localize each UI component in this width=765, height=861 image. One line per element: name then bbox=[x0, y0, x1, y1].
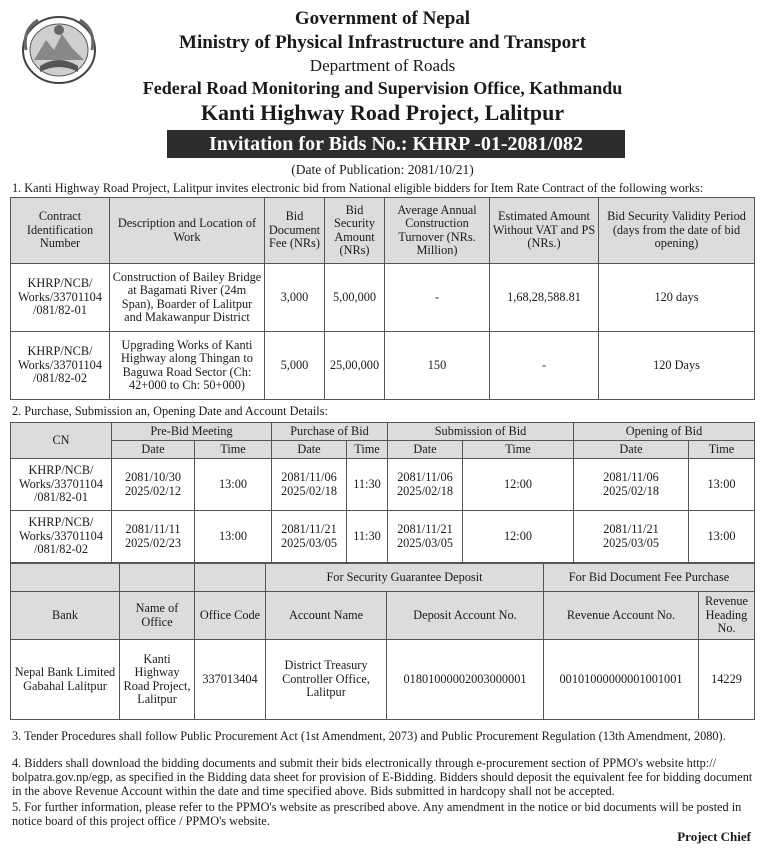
table-row bbox=[11, 459, 755, 511]
note-5: 5. For further information, please refer to the PPMO's website as prescribed above. Any amendment in the notice or bid documents will be posted in notice board of this project office / PPMO's website. bbox=[12, 800, 742, 828]
cell bbox=[388, 459, 463, 511]
header-cell: Average Annual Construction Turnover (NRs. Million) bbox=[385, 198, 490, 264]
cell: District Treasury Controller Office, Lalitpur bbox=[266, 640, 387, 720]
header-government: Government of Nepal bbox=[294, 8, 471, 29]
cell: 3,000 bbox=[265, 264, 325, 332]
cell: 13:00 bbox=[195, 459, 272, 511]
header-office: Federal Road Monitoring and Supervision Office, Kathmandu bbox=[142, 78, 623, 98]
header-cell: CN bbox=[11, 423, 112, 459]
cell bbox=[272, 511, 347, 563]
cell: 14229 bbox=[699, 640, 755, 720]
cell bbox=[388, 511, 463, 563]
cell: KHRP/NCB/ Works/33701104 /081/82-02 bbox=[11, 511, 112, 563]
table-row bbox=[11, 640, 755, 720]
header-cell: Purchase of Bid bbox=[272, 423, 388, 441]
cell: 12:00 bbox=[463, 459, 574, 511]
header-cell: Bid Security Validity Period (days from the date of bid opening) bbox=[599, 198, 755, 264]
cell: - bbox=[490, 332, 599, 400]
header-department: Department of Roads bbox=[309, 56, 456, 75]
header-cell: Bid Document Fee (NRs) bbox=[265, 198, 325, 264]
cell: Kanti Highway Road Project, Lalitpur bbox=[120, 640, 195, 720]
note-3: 3. Tender Procedures shall follow Public Procurement Act (1st Amendment, 2073) and Public Procurement Regulation (13th Amendment, 2080). bbox=[12, 729, 726, 743]
cell: 12:00 bbox=[463, 511, 574, 563]
cell bbox=[574, 459, 689, 511]
cell bbox=[574, 511, 689, 563]
cell bbox=[112, 511, 195, 563]
cell: 1,68,28,588.81 bbox=[490, 264, 599, 332]
cell: 11:30 bbox=[347, 511, 388, 563]
account-table bbox=[10, 563, 755, 720]
header-cell: Pre-Bid Meeting bbox=[112, 423, 272, 441]
date-bs: 2081/10/30 bbox=[124, 470, 182, 484]
cell: 01801000002003000001 bbox=[387, 640, 544, 720]
header-cell: Time bbox=[689, 441, 755, 459]
cell: 337013404 bbox=[195, 640, 266, 720]
header-cell: Office Code bbox=[195, 592, 266, 640]
header-cell: Bank bbox=[11, 592, 120, 640]
cell: 13:00 bbox=[195, 511, 272, 563]
cell bbox=[272, 459, 347, 511]
cell: Construction of Bailey Bridge at Bagamati River (24m Span), Boarder of Lalitpur and Makawanpur District bbox=[110, 264, 265, 332]
cell bbox=[112, 459, 195, 511]
header-cell bbox=[120, 564, 195, 592]
header-cell bbox=[11, 564, 120, 592]
header-cell: Opening of Bid bbox=[574, 423, 755, 441]
date-bs: 2081/11/06 bbox=[397, 470, 453, 484]
header-cell: Account Name bbox=[266, 592, 387, 640]
header-cell bbox=[195, 564, 266, 592]
table-row bbox=[11, 264, 755, 332]
cell: - bbox=[385, 264, 490, 332]
works-table bbox=[10, 197, 755, 400]
date-ad: 2025/02/18 bbox=[602, 483, 660, 498]
note-1: 1. Kanti Highway Road Project, Lalitpur invites electronic bid from National eligible bidders for Item Rate Contract of the following works: bbox=[12, 181, 704, 195]
header-cell: Date bbox=[574, 441, 689, 459]
header-cell: Date bbox=[112, 441, 195, 459]
header-cell: Description and Location of Work bbox=[110, 198, 265, 264]
date-bs: 2081/11/06 bbox=[281, 470, 337, 484]
schedule-table bbox=[10, 422, 755, 563]
signature-title: Project Chief bbox=[677, 829, 751, 844]
header-cell: Estimated Amount Without VAT and PS (NRs.) bbox=[490, 198, 599, 264]
header-cell: Date bbox=[388, 441, 463, 459]
note-2: 2. Purchase, Submission an, Opening Date and Account Details: bbox=[12, 404, 328, 418]
cell: 5,000 bbox=[265, 332, 325, 400]
date-bs: 2081/11/21 bbox=[603, 522, 659, 536]
date-bs: 2081/11/11 bbox=[125, 522, 181, 536]
header-cell: Bid Security Amount (NRs) bbox=[325, 198, 385, 264]
cell: 120 days bbox=[599, 264, 755, 332]
cell: 25,00,000 bbox=[325, 332, 385, 400]
cell: KHRP/NCB/ Works/33701104 /081/82-01 bbox=[11, 459, 112, 511]
cell: 120 Days bbox=[599, 332, 755, 400]
note-4: 4. Bidders shall download the bidding documents and submit their bids electronically through e-procurement section of PPMO's website http:// bolpatra.gov.np/egp, as specified in the Bidding data sheet for provision of E-Bidding. Bidders should deposit the equivalent fee for bidding document in the above Revenue Account within the date and time specified above. Bids submitted in hardcopy shall not be accepted. bbox=[12, 756, 753, 798]
header-cell: Time bbox=[195, 441, 272, 459]
header-cell: For Bid Document Fee Purchase bbox=[544, 564, 755, 592]
header-cell: For Security Guarantee Deposit bbox=[266, 564, 544, 592]
date-ad: 2025/02/12 bbox=[124, 483, 182, 498]
invitation-banner: Invitation for Bids No.: KHRP -01-2081/082 bbox=[167, 130, 625, 158]
header-cell: Revenue Heading No. bbox=[699, 592, 755, 640]
header-cell: Date bbox=[272, 441, 347, 459]
publication-date: (Date of Publication: 2081/10/21) bbox=[291, 162, 474, 177]
header-cell: Submission of Bid bbox=[388, 423, 574, 441]
date-ad: 2025/02/18 bbox=[396, 483, 454, 498]
header-project: Kanti Highway Road Project, Lalitpur bbox=[200, 100, 565, 125]
header-cell: Time bbox=[463, 441, 574, 459]
header-cell: Revenue Account No. bbox=[544, 592, 699, 640]
cell: 5,00,000 bbox=[325, 264, 385, 332]
header-cell: Name of Office bbox=[120, 592, 195, 640]
date-ad: 2025/02/18 bbox=[280, 483, 338, 498]
cell: Upgrading Works of Kanti Highway along Thingan to Baguwa Road Sector (Ch: 42+000 to Ch: 50+000) bbox=[110, 332, 265, 400]
header-ministry: Ministry of Physical Infrastructure and Transport bbox=[179, 32, 586, 53]
cell: 11:30 bbox=[347, 459, 388, 511]
date-ad: 2025/03/05 bbox=[396, 535, 454, 550]
date-bs: 2081/11/06 bbox=[603, 470, 659, 484]
date-ad: 2025/03/05 bbox=[280, 535, 338, 550]
header-cell: Deposit Account No. bbox=[387, 592, 544, 640]
cell: KHRP/NCB/ Works/33701104 /081/82-02 bbox=[11, 332, 110, 400]
date-ad: 2025/02/23 bbox=[124, 535, 182, 550]
cell: 150 bbox=[385, 332, 490, 400]
date-bs: 2081/11/21 bbox=[281, 522, 337, 536]
cell: 13:00 bbox=[689, 459, 755, 511]
cell: 13:00 bbox=[689, 511, 755, 563]
date-ad: 2025/03/05 bbox=[602, 535, 660, 550]
header-cell: Contract Identification Number bbox=[11, 198, 110, 264]
table-row bbox=[11, 332, 755, 400]
cell: 00101000000001001001 bbox=[544, 640, 699, 720]
header-cell: Time bbox=[347, 441, 388, 459]
cell: Nepal Bank Limited Gabahal Lalitpur bbox=[11, 640, 120, 720]
table-row bbox=[11, 511, 755, 563]
cell: KHRP/NCB/ Works/33701104 /081/82-01 bbox=[11, 264, 110, 332]
date-bs: 2081/11/21 bbox=[397, 522, 453, 536]
